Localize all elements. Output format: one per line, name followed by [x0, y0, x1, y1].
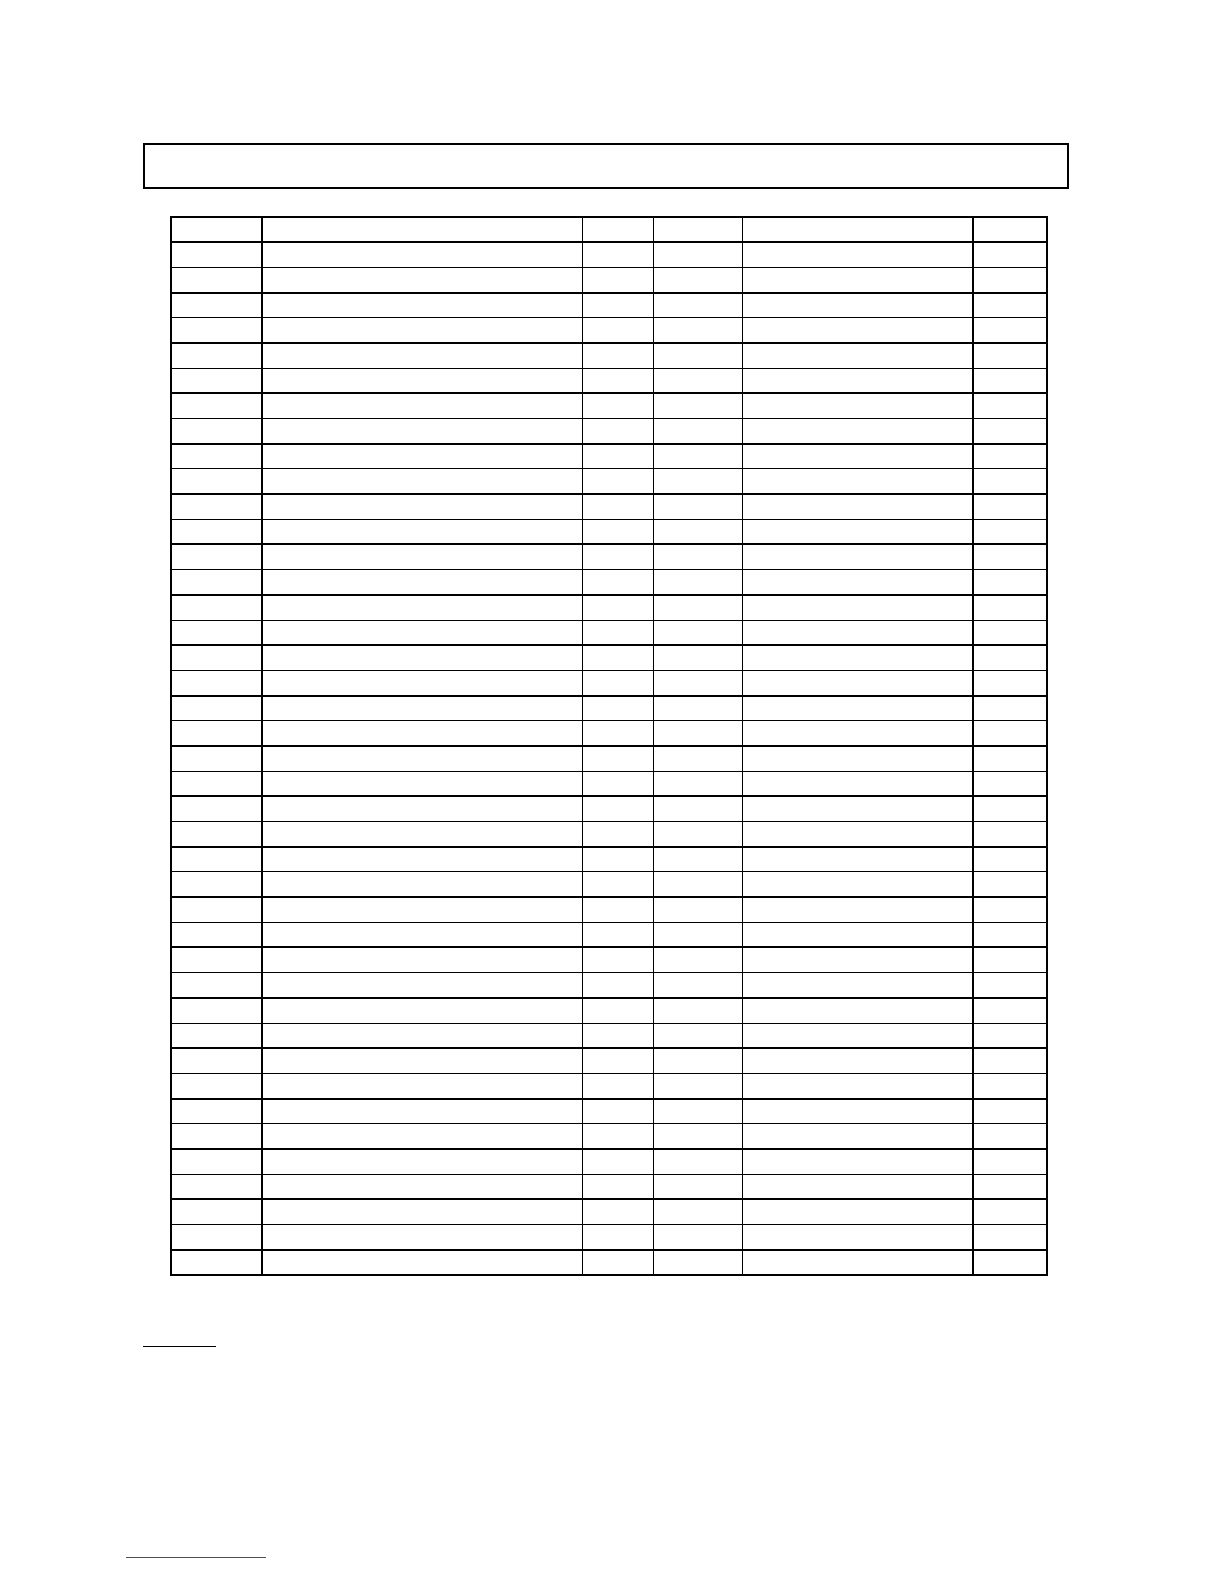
table-cell — [653, 922, 742, 947]
table-row — [171, 293, 1047, 318]
table-cell — [171, 1099, 262, 1124]
table-row — [171, 469, 1047, 494]
table-cell — [973, 947, 1047, 972]
table-cell — [742, 822, 973, 847]
table-cell — [742, 267, 973, 292]
table-cell — [582, 822, 653, 847]
table-cell — [171, 343, 262, 368]
table-cell — [973, 1149, 1047, 1174]
table-cell — [582, 872, 653, 897]
table-cell — [653, 318, 742, 343]
table-cell — [973, 469, 1047, 494]
table-cell — [171, 771, 262, 796]
table-cell — [171, 318, 262, 343]
table-row — [171, 897, 1047, 922]
table-cell — [653, 570, 742, 595]
table-cell — [973, 444, 1047, 469]
table-cell — [742, 419, 973, 444]
table-cell — [171, 1124, 262, 1149]
table-cell — [171, 544, 262, 569]
table-cell — [262, 1048, 582, 1073]
table-cell — [742, 494, 973, 519]
table-cell — [171, 746, 262, 771]
table-row — [171, 973, 1047, 998]
table-cell — [171, 1199, 262, 1224]
table-cell — [742, 771, 973, 796]
table-cell — [653, 444, 742, 469]
table-cell — [582, 1250, 653, 1275]
table-cell — [582, 1099, 653, 1124]
table-cell — [582, 847, 653, 872]
table-cell — [973, 519, 1047, 544]
table-cell — [171, 897, 262, 922]
table-cell — [653, 822, 742, 847]
table-cell — [262, 318, 582, 343]
table-cell — [262, 645, 582, 670]
table-cell — [262, 1099, 582, 1124]
table-row — [171, 822, 1047, 847]
table-row — [171, 393, 1047, 418]
table-cell — [171, 645, 262, 670]
table-cell — [973, 217, 1047, 242]
table-cell — [582, 721, 653, 746]
table-cell — [973, 393, 1047, 418]
table-cell — [582, 393, 653, 418]
table-cell — [973, 1048, 1047, 1073]
table-cell — [582, 419, 653, 444]
table-cell — [171, 1048, 262, 1073]
table-cell — [262, 696, 582, 721]
table-cell — [742, 645, 973, 670]
table-cell — [171, 670, 262, 695]
table-cell — [653, 1250, 742, 1275]
table-row — [171, 1174, 1047, 1199]
table-row — [171, 1199, 1047, 1224]
table-cell — [742, 620, 973, 645]
table-cell — [262, 620, 582, 645]
table-cell — [653, 217, 742, 242]
table-cell — [653, 242, 742, 267]
table-cell — [582, 444, 653, 469]
table-cell — [262, 822, 582, 847]
table-cell — [171, 1073, 262, 1098]
table-cell — [262, 998, 582, 1023]
table-cell — [262, 1199, 582, 1224]
table-cell — [742, 922, 973, 947]
table-cell — [973, 721, 1047, 746]
table-cell — [171, 1023, 262, 1048]
table-cell — [653, 998, 742, 1023]
table-cell — [973, 746, 1047, 771]
table-row — [171, 872, 1047, 897]
table-cell — [262, 368, 582, 393]
table-cell — [171, 998, 262, 1023]
table-cell — [582, 267, 653, 292]
table-row — [171, 645, 1047, 670]
table-cell — [582, 293, 653, 318]
table-cell — [171, 444, 262, 469]
table-cell — [742, 242, 973, 267]
table-cell — [262, 1124, 582, 1149]
table-cell — [973, 1023, 1047, 1048]
table-cell — [653, 368, 742, 393]
table-cell — [742, 1199, 973, 1224]
table-row — [171, 318, 1047, 343]
table-cell — [742, 696, 973, 721]
table-cell — [582, 469, 653, 494]
table-cell — [742, 595, 973, 620]
table-row — [171, 343, 1047, 368]
table-cell — [262, 519, 582, 544]
table-cell — [582, 1149, 653, 1174]
table-cell — [262, 721, 582, 746]
footnote-rule — [143, 1346, 216, 1347]
table-row — [171, 746, 1047, 771]
table-cell — [742, 1174, 973, 1199]
table-cell — [742, 293, 973, 318]
table-cell — [171, 872, 262, 897]
table-cell — [171, 570, 262, 595]
table-row — [171, 998, 1047, 1023]
table-cell — [653, 1199, 742, 1224]
table-cell — [262, 217, 582, 242]
table-cell — [171, 217, 262, 242]
table-cell — [653, 1225, 742, 1250]
table-cell — [742, 444, 973, 469]
table-cell — [973, 1250, 1047, 1275]
table-cell — [262, 947, 582, 972]
table-cell — [973, 922, 1047, 947]
table-cell — [262, 847, 582, 872]
table-cell — [262, 1225, 582, 1250]
table-cell — [973, 368, 1047, 393]
table-cell — [171, 973, 262, 998]
table-cell — [262, 544, 582, 569]
table-cell — [973, 670, 1047, 695]
table-row — [171, 519, 1047, 544]
table-row — [171, 242, 1047, 267]
table-cell — [262, 242, 582, 267]
table-row — [171, 368, 1047, 393]
table-cell — [582, 771, 653, 796]
table-cell — [582, 570, 653, 595]
table-cell — [582, 595, 653, 620]
table-cell — [262, 494, 582, 519]
table-cell — [582, 796, 653, 821]
table-cell — [653, 696, 742, 721]
table-cell — [262, 973, 582, 998]
table-row — [171, 1073, 1047, 1098]
table-cell — [973, 872, 1047, 897]
table-row — [171, 1124, 1047, 1149]
table-row — [171, 696, 1047, 721]
table-cell — [171, 696, 262, 721]
table-cell — [653, 620, 742, 645]
table-cell — [973, 1174, 1047, 1199]
table-cell — [742, 318, 973, 343]
table-cell — [262, 469, 582, 494]
table-cell — [582, 343, 653, 368]
table-cell — [973, 419, 1047, 444]
table-cell — [582, 947, 653, 972]
table-cell — [653, 544, 742, 569]
table-cell — [262, 771, 582, 796]
table-cell — [653, 393, 742, 418]
table-cell — [582, 544, 653, 569]
table-cell — [653, 796, 742, 821]
table-cell — [262, 897, 582, 922]
table-cell — [171, 922, 262, 947]
table-cell — [742, 1073, 973, 1098]
table-cell — [742, 1048, 973, 1073]
table-cell — [973, 544, 1047, 569]
table-cell — [582, 1225, 653, 1250]
page-title-box — [143, 143, 1069, 189]
table-cell — [973, 822, 1047, 847]
table-cell — [171, 519, 262, 544]
table-row — [171, 947, 1047, 972]
table-cell — [653, 947, 742, 972]
table-cell — [653, 746, 742, 771]
table-cell — [171, 620, 262, 645]
table-cell — [973, 998, 1047, 1023]
table-cell — [171, 1149, 262, 1174]
table-cell — [653, 494, 742, 519]
table-cell — [582, 217, 653, 242]
table-cell — [742, 670, 973, 695]
table-cell — [653, 1073, 742, 1098]
table-cell — [653, 519, 742, 544]
table-cell — [262, 746, 582, 771]
table-cell — [973, 343, 1047, 368]
table-cell — [653, 595, 742, 620]
table-cell — [582, 696, 653, 721]
table-cell — [262, 796, 582, 821]
table-cell — [171, 494, 262, 519]
table-row — [171, 419, 1047, 444]
table-cell — [742, 469, 973, 494]
table-row — [171, 771, 1047, 796]
table-cell — [171, 1225, 262, 1250]
table-row — [171, 1099, 1047, 1124]
table-cell — [171, 595, 262, 620]
table-cell — [582, 368, 653, 393]
table-cell — [742, 897, 973, 922]
table-cell — [653, 1023, 742, 1048]
table-cell — [262, 419, 582, 444]
table-row — [171, 1023, 1047, 1048]
table-cell — [742, 746, 973, 771]
table-cell — [653, 872, 742, 897]
table-cell — [171, 368, 262, 393]
table-cell — [262, 1174, 582, 1199]
table-cell — [742, 368, 973, 393]
table-row — [171, 721, 1047, 746]
table-cell — [653, 419, 742, 444]
table-cell — [582, 1073, 653, 1098]
table-cell — [742, 721, 973, 746]
table-row — [171, 922, 1047, 947]
table-cell — [582, 1174, 653, 1199]
table-cell — [742, 1124, 973, 1149]
table-cell — [262, 595, 582, 620]
table-cell — [973, 494, 1047, 519]
table-cell — [973, 1099, 1047, 1124]
table-cell — [171, 796, 262, 821]
table-row — [171, 217, 1047, 242]
table-cell — [742, 847, 973, 872]
table-cell — [973, 771, 1047, 796]
table-cell — [742, 872, 973, 897]
table-cell — [582, 1023, 653, 1048]
table-cell — [171, 293, 262, 318]
table-cell — [653, 469, 742, 494]
table-cell — [171, 822, 262, 847]
table-row — [171, 1225, 1047, 1250]
table-cell — [742, 217, 973, 242]
table-cell — [262, 922, 582, 947]
table-cell — [171, 1174, 262, 1199]
table-cell — [742, 393, 973, 418]
table-cell — [171, 393, 262, 418]
table-cell — [973, 973, 1047, 998]
table-cell — [973, 847, 1047, 872]
table-cell — [582, 1124, 653, 1149]
table-cell — [742, 973, 973, 998]
table-row — [171, 444, 1047, 469]
table-cell — [262, 444, 582, 469]
table-cell — [973, 696, 1047, 721]
table-row — [171, 595, 1047, 620]
table-cell — [973, 293, 1047, 318]
table-cell — [582, 620, 653, 645]
table-cell — [262, 267, 582, 292]
table-cell — [742, 519, 973, 544]
table-cell — [262, 570, 582, 595]
table-cell — [171, 267, 262, 292]
table-cell — [582, 645, 653, 670]
table-cell — [582, 519, 653, 544]
table-cell — [171, 1250, 262, 1275]
table-cell — [653, 973, 742, 998]
table-cell — [653, 771, 742, 796]
table-cell — [582, 318, 653, 343]
table-cell — [262, 872, 582, 897]
table-row — [171, 796, 1047, 821]
table-cell — [653, 1099, 742, 1124]
table-cell — [973, 242, 1047, 267]
table-cell — [973, 897, 1047, 922]
table-row — [171, 494, 1047, 519]
table-row — [171, 847, 1047, 872]
table-cell — [653, 293, 742, 318]
table-cell — [582, 242, 653, 267]
table-cell — [742, 343, 973, 368]
table-cell — [582, 746, 653, 771]
table-cell — [262, 293, 582, 318]
table-cell — [973, 1073, 1047, 1098]
table-row — [171, 267, 1047, 292]
table-cell — [582, 922, 653, 947]
table-cell — [742, 1225, 973, 1250]
table-cell — [582, 998, 653, 1023]
table-cell — [973, 1199, 1047, 1224]
table-cell — [742, 796, 973, 821]
table-cell — [742, 544, 973, 569]
table-cell — [262, 343, 582, 368]
table-cell — [582, 1199, 653, 1224]
table-cell — [973, 267, 1047, 292]
table-row — [171, 544, 1047, 569]
table-cell — [171, 847, 262, 872]
table-cell — [742, 947, 973, 972]
table-cell — [973, 570, 1047, 595]
table-cell — [582, 670, 653, 695]
table-cell — [171, 721, 262, 746]
table-cell — [742, 1023, 973, 1048]
table-cell — [742, 998, 973, 1023]
table-row — [171, 1250, 1047, 1275]
table-cell — [653, 1174, 742, 1199]
table-cell — [653, 847, 742, 872]
table-cell — [171, 947, 262, 972]
blank-form-table — [170, 216, 1048, 1276]
table-cell — [973, 595, 1047, 620]
table-row — [171, 1149, 1047, 1174]
table-cell — [742, 570, 973, 595]
table-cell — [973, 1225, 1047, 1250]
table-cell — [262, 393, 582, 418]
table-cell — [171, 469, 262, 494]
table-cell — [742, 1149, 973, 1174]
table-cell — [653, 1124, 742, 1149]
table-cell — [653, 721, 742, 746]
table-cell — [973, 318, 1047, 343]
table-cell — [582, 897, 653, 922]
table-cell — [973, 645, 1047, 670]
table-cell — [653, 1048, 742, 1073]
table-cell — [973, 796, 1047, 821]
table-cell — [171, 419, 262, 444]
table-cell — [582, 973, 653, 998]
table-body — [171, 217, 1047, 1275]
table-cell — [653, 670, 742, 695]
table-cell — [742, 1099, 973, 1124]
table-cell — [262, 1023, 582, 1048]
table-cell — [582, 494, 653, 519]
table-row — [171, 1048, 1047, 1073]
table-cell — [262, 1250, 582, 1275]
table-cell — [653, 267, 742, 292]
table-row — [171, 620, 1047, 645]
table-row — [171, 670, 1047, 695]
table-cell — [653, 897, 742, 922]
table-row — [171, 570, 1047, 595]
table-cell — [653, 343, 742, 368]
table-cell — [262, 1073, 582, 1098]
table-cell — [653, 1149, 742, 1174]
table-cell — [653, 645, 742, 670]
table-cell — [262, 670, 582, 695]
table-cell — [742, 1250, 973, 1275]
table-cell — [582, 1048, 653, 1073]
table-cell — [973, 620, 1047, 645]
table-cell — [973, 1124, 1047, 1149]
footer-link-underline[interactable] — [126, 1557, 266, 1558]
table-cell — [262, 1149, 582, 1174]
table-cell — [171, 242, 262, 267]
